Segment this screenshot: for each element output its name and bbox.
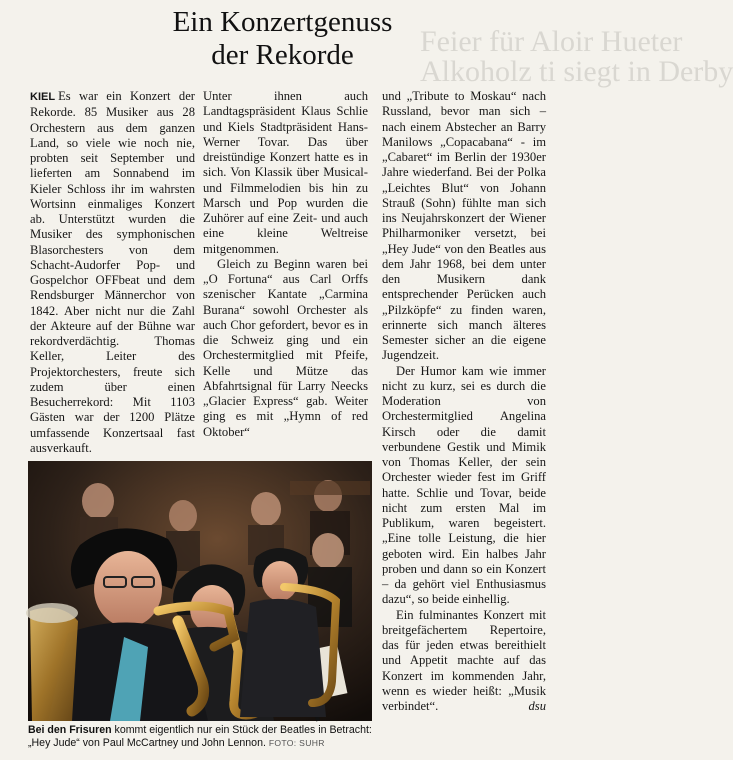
show-through-text: Alkoholz ti siegt in Derby xyxy=(420,55,733,88)
paragraph: Es war ein Konzert der Rekorde. 85 Musiker aus 28 Orchestern aus dem ganzen Land, so viele wie noch nie, probten seit September und lieferten am Sonnabend im Kieler Schloss ihr im wahrsten Wortsinn einmaliges Konzert ab. Unterstützt wurden die Musiker des symphonischen Blasorchesters von dem Schacht-Audorfer Pop- und Gospelchor OFFbeat und dem Rendsburger Männerchor von 1842. Aber nicht nur die Zahl der Akteure auf der Bühne war rekordverdächtig. Thomas Keller, Leiter des Projektorchesters, freute sich zudem über einen Besucherrekord: Mit 1103 Gästen war der 1200 Plätze umfassende Konzertsaal fast ausverkauft. xyxy=(30,89,195,455)
photo-caption xyxy=(28,724,374,750)
article-column-2 xyxy=(203,89,368,440)
paragraph: Gleich zu Beginn waren bei „O Fortuna“ aus Carl Orffs szenischer Kantate „Carmina Burana“ sowohl Orchester als auch Chor gefordert, bevor es in die Schweiz ging und ein Orchestermitglied mit Pfeife, Kelle und Mütze das Abfahrtsignal für Larry Neecks „Glacier Express“ gab. Weiter ging es mit „Hymn of red Oktober“ xyxy=(203,256,368,439)
article-column-1 xyxy=(30,89,195,456)
caption-lead: Bei den Frisuren xyxy=(28,724,112,736)
headline-line-2: der Rekorde xyxy=(211,39,354,71)
paragraph: Der Humor kam wie immer nicht zu kurz, sei es durch die Moderation von Orchestermitglied Angelina Kirsch oder die damit verbundene Gestik und Mimik von Thomas Keller, der sein Orchester wieder fest im Griff hatte. Schlie und Tovar, beide nicht zum ersten Mal im Publikum, waren begeistert. „Eine tolle Leistung, die hier geboten wird. Ein halbes Jahr proben und dann so ein Konzert – da gehört viel Enthusiasmus dazu“, so beide einhellig. xyxy=(382,363,546,607)
dateline: KIEL xyxy=(30,91,56,103)
show-through-text: Feier für Aloir Hueter xyxy=(420,25,683,58)
photo-credit: FOTO: SUHR xyxy=(268,738,325,748)
paragraph xyxy=(382,608,546,715)
article-column-3 xyxy=(382,89,546,714)
paragraph: und „Tribute to Moskau“ nach Russland, bevor man sich – nach einem Abstecher an Barry Manilows „Copacabana“ - im „Cabaret“ im Berlin der 1930er Jahre wiederfand. Bei der Polka „Leichtes Blut“ von Johann Strauß (Sohn) fühlte man sich ins Neujahrskonzert der Wiener Philharmoniker versetzt, bei „Hey Jude“ von den Beatles aus dem Jahr 1968, bei dem unter den Musikern dank entsprechender Perücken auch „Pilzköpfe“ zu finden waren, erinnerte sich manch älteres Semester sicher an die eigene Jugendzeit. xyxy=(382,89,546,363)
closing-text: Ein fulminantes Konzert mit breitgefächertem Repertoire, das für jeden etwas bereithielt und Appetit machte auf das Konzert im kommenden Jahr, wenn es wieder heißt: „Musik verbindet“. xyxy=(382,607,546,713)
paragraph: Unter ihnen auch Landtagspräsident Klaus Schlie und Kiels Stadtpräsident Hans-Werner Tovar. Das über dreistündige Konzert hatte es in sich. Von Klassik über Musical- und Filmmelodien bis hin zu Marsch und Pop wurden die Zuhörer auf eine Zeit- und auch eine kleine Weltreise mitgenommen. xyxy=(203,89,368,256)
headline-line-1: Ein Konzertgenuss xyxy=(172,6,393,38)
author-signature: dsu xyxy=(528,699,546,713)
concert-photo xyxy=(28,461,372,721)
caption-text: kommt eigentlich nur ein Stück der Beatles in Betracht: „Hey Jude“ von Paul McCartney und John Lennon. xyxy=(28,724,372,749)
concert-photo-illustration xyxy=(28,461,372,721)
article-headline xyxy=(60,6,505,72)
